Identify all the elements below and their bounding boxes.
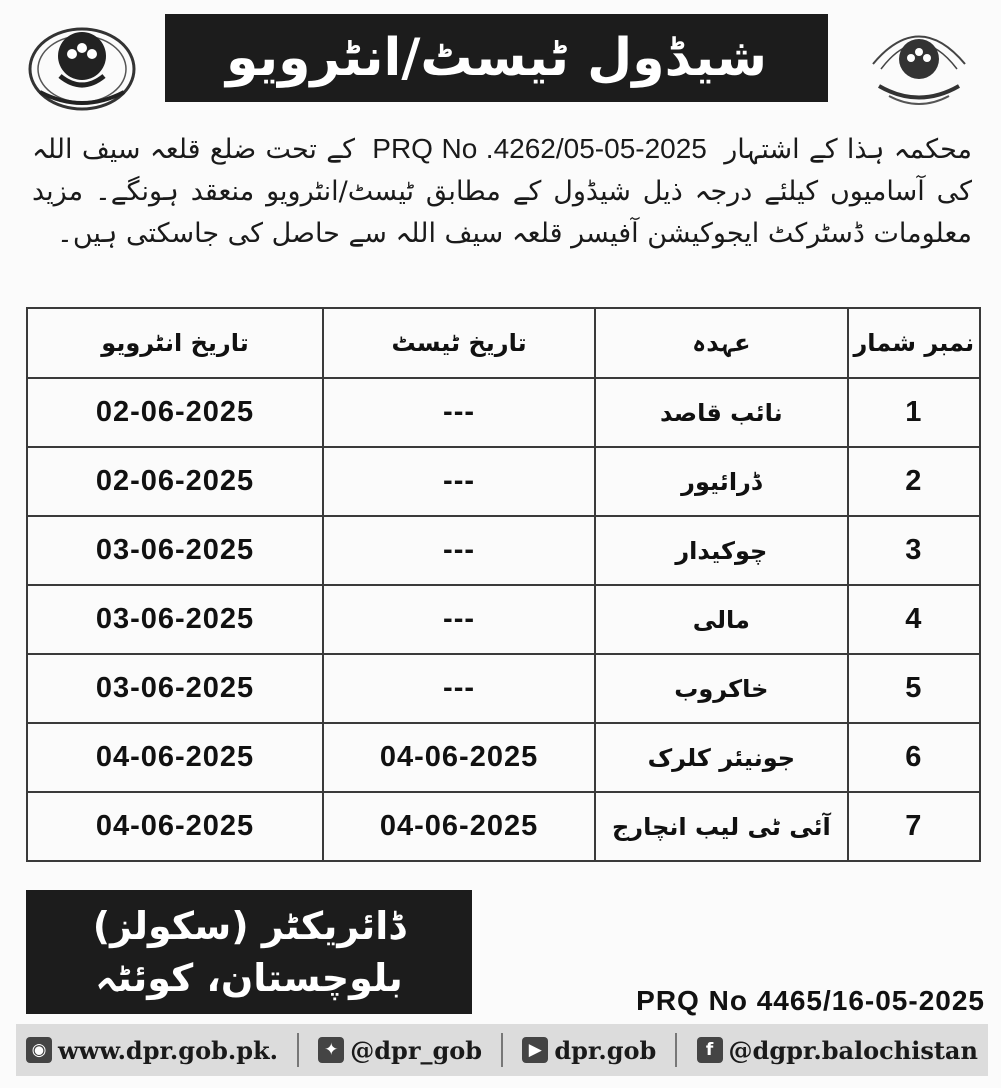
cell-post: خاکروب [595, 654, 848, 723]
table-header-row [27, 308, 980, 378]
cell-serial-number: 2 [848, 447, 980, 516]
table-row [27, 447, 980, 516]
footer-youtube-text: dpr.gob [554, 1035, 657, 1065]
footer-website-text: www.dpr.gob.pk. [58, 1035, 278, 1065]
footer-facebook-text: @dgpr.balochistan [728, 1035, 978, 1065]
intro-part-1: محکمہ ہذا کے اشتہار [724, 134, 972, 165]
signature-designation: ڈائریکٹر (سکولز) [92, 904, 406, 948]
cell-serial-number: 3 [848, 516, 980, 585]
table-row [27, 378, 980, 447]
intro-paragraph [32, 128, 972, 306]
footer-website[interactable] [26, 1036, 278, 1065]
cell-post: نائب قاصد [595, 378, 848, 447]
title-banner [165, 14, 828, 102]
cell-serial-number: 4 [848, 585, 980, 654]
header-interview-date: تاریخ انٹرویو [27, 308, 323, 378]
footer-twitter-text: @dpr_gob [350, 1035, 483, 1065]
cell-serial-number: 6 [848, 723, 980, 792]
page-title: شیڈول ٹیسٹ/انٹرویو [225, 28, 768, 88]
youtube-icon: ▶ [522, 1037, 548, 1063]
balochistan-emblem-icon [22, 14, 142, 114]
signature-location: بلوچستان، کوئٹہ [95, 956, 403, 1000]
cell-interview-date: 04-06-2025 [27, 723, 323, 792]
cell-serial-number: 5 [848, 654, 980, 723]
divider [675, 1033, 677, 1067]
signature-block [26, 890, 472, 1014]
cell-interview-date: 04-06-2025 [27, 792, 323, 861]
divider [501, 1033, 503, 1067]
table-row [27, 654, 980, 723]
intro-prq-reference: PRQ No .4262/05-05-2025 [372, 133, 707, 164]
footer-facebook[interactable] [697, 1036, 978, 1065]
cell-test-date: --- [323, 378, 595, 447]
schedule-table [26, 307, 981, 862]
footer-bar [16, 1024, 988, 1076]
cell-interview-date: 03-06-2025 [27, 585, 323, 654]
cell-test-date: 04-06-2025 [323, 792, 595, 861]
cell-test-date: --- [323, 585, 595, 654]
cell-interview-date: 02-06-2025 [27, 447, 323, 516]
header-serial-number: نمبر شمار [848, 308, 980, 378]
table-row [27, 792, 980, 861]
cell-post: آئی ٹی لیب انچارج [595, 792, 848, 861]
footer-youtube[interactable] [522, 1036, 656, 1065]
cell-test-date: 04-06-2025 [323, 723, 595, 792]
twitter-icon: ✦ [318, 1037, 344, 1063]
divider [297, 1033, 299, 1067]
header-test-date: تاریخ ٹیسٹ [323, 308, 595, 378]
table-row [27, 585, 980, 654]
cell-interview-date: 03-06-2025 [27, 654, 323, 723]
cell-serial-number: 1 [848, 378, 980, 447]
cell-post: ڈرائیور [595, 447, 848, 516]
table-row [27, 516, 980, 585]
prq-number: PRQ No 4465/16-05-2025 [636, 985, 985, 1016]
header-post: عہدہ [595, 308, 848, 378]
cell-post: مالی [595, 585, 848, 654]
intro-part-2: کے تحت ضلع قلعہ سیف اللہ کی آسامیوں کیلئے درجہ ذیل شیڈول کے مطابق ٹیسٹ/انٹرویو منعقد ہونگے۔ مزید معلومات ڈسٹرکٹ ایجوکیشن آفیسر قلعہ سیف اللہ سے حاصل کی جاسکتی ہیں۔ [32, 134, 972, 249]
cell-interview-date: 03-06-2025 [27, 516, 323, 585]
cell-test-date: --- [323, 516, 595, 585]
table-row [27, 723, 980, 792]
balochistan-emblem-icon [859, 14, 979, 114]
cell-test-date: --- [323, 654, 595, 723]
facebook-icon: f [697, 1037, 723, 1063]
cell-post: چوکیدار [595, 516, 848, 585]
cell-test-date: --- [323, 447, 595, 516]
cell-post: جونیئر کلرک [595, 723, 848, 792]
cell-serial-number: 7 [848, 792, 980, 861]
footer-twitter[interactable] [318, 1036, 482, 1065]
cell-interview-date: 02-06-2025 [27, 378, 323, 447]
globe-icon: ◉ [26, 1037, 52, 1063]
